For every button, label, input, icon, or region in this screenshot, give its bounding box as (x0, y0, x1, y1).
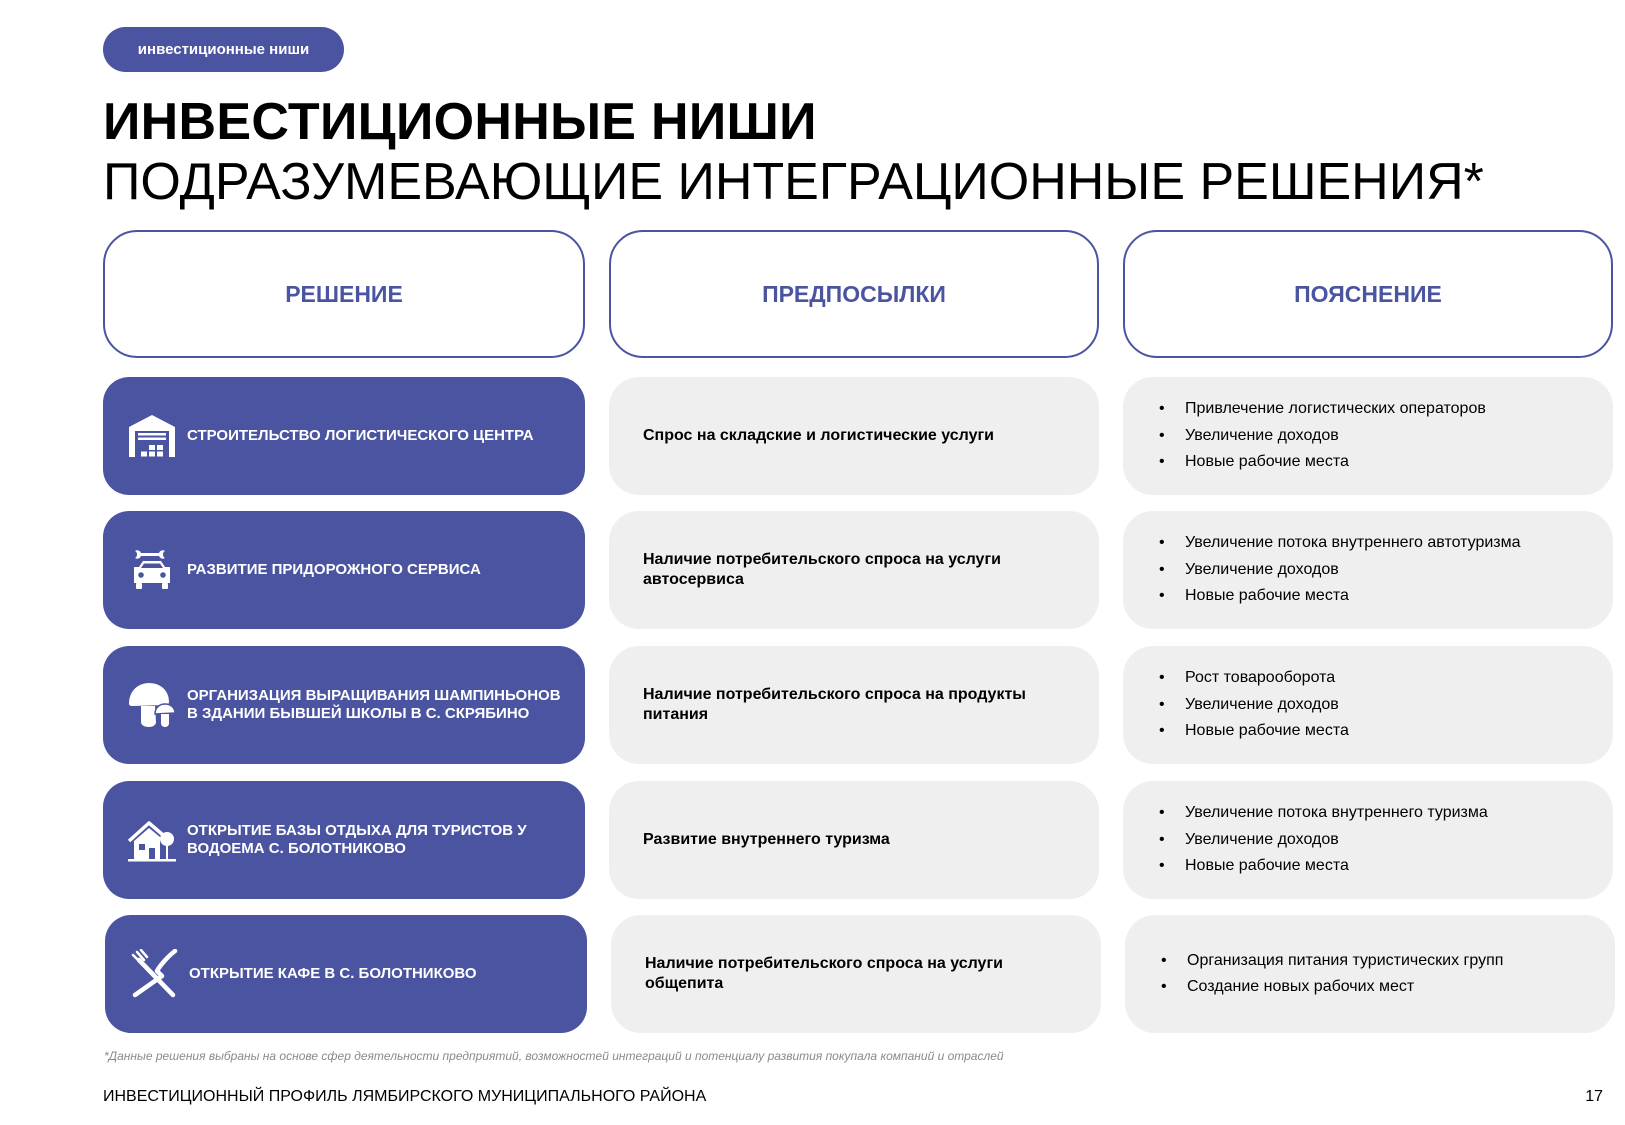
explanation-cell (1123, 781, 1613, 899)
explanation-item: • Увеличение доходов (1151, 557, 1521, 584)
explanation-cell (1123, 646, 1613, 764)
premise-cell (609, 646, 1099, 764)
page-number: 17 (1585, 1088, 1603, 1105)
premise-text: Наличие потребительского спроса на продукты питания (643, 686, 1026, 723)
solution-card (103, 377, 585, 495)
explanation-list (1151, 800, 1488, 880)
footer-title: ИНВЕСТИЦИОННЫЙ ПРОФИЛЬ ЛЯМБИРСКОГО МУНИЦИПАЛЬНОГО РАЙОНА (103, 1088, 707, 1105)
premise-cell (611, 915, 1101, 1033)
explanation-list (1151, 665, 1349, 745)
explanation-item: • Новые рабочие места (1151, 583, 1521, 610)
solution-label: СТРОИТЕЛЬСТВО ЛОГИСТИЧЕСКОГО ЦЕНТРА (187, 427, 534, 444)
section-tag: инвестиционные ниши (103, 27, 344, 72)
premise-text: Наличие потребительского спроса на услуги автосервиса (643, 551, 1001, 588)
page-subtitle: ПОДРАЗУМЕВАЮЩИЕ ИНТЕГРАЦИОННЫЕ РЕШЕНИЯ* (103, 153, 1484, 211)
house-icon (127, 815, 177, 865)
header-premises: ПРЕДПОСЫЛКИ (609, 230, 1099, 358)
footnote: *Данные решения выбраны на основе сфер деятельности предприятий, возможностей интеграций и потенциалу развития покупала компаний и отраслей (104, 1049, 1004, 1063)
premise-text: Наличие потребительского спроса на услуги общепита (645, 955, 1003, 992)
page-title: ИНВЕСТИЦИОННЫЕ НИШИ (103, 93, 817, 151)
explanation-item: • Создание новых рабочих мест (1153, 974, 1503, 1001)
explanation-item: • Новые рабочие места (1151, 449, 1486, 476)
solution-label: РАЗВИТИЕ ПРИДОРОЖНОГО СЕРВИСА (187, 561, 481, 578)
solution-card (103, 646, 585, 764)
explanation-item: • Увеличение доходов (1151, 423, 1486, 450)
car-service-icon (127, 545, 177, 595)
header-solution: РЕШЕНИЕ (103, 230, 585, 358)
explanation-cell (1123, 377, 1613, 495)
solution-label: ОРГАНИЗАЦИЯ ВЫРАЩИВАНИЯ ШАМПИНЬОНОВ В ЗДАНИИ БЫВШЕЙ ШКОЛЫ В С. СКРЯБИНО (187, 687, 561, 722)
explanation-item: • Новые рабочие места (1151, 853, 1488, 880)
solution-label: ОТКРЫТИЕ БАЗЫ ОТДЫХА ДЛЯ ТУРИСТОВ У ВОДОЕМА С. БОЛОТНИКОВО (187, 822, 527, 857)
explanation-item: • Увеличение потока внутреннего автотуризма (1151, 530, 1521, 557)
solution-card (103, 781, 585, 899)
premise-text: Развитие внутреннего туризма (643, 831, 890, 848)
explanation-item: • Увеличение потока внутреннего туризма (1151, 800, 1488, 827)
premise-cell (609, 511, 1099, 629)
warehouse-icon (127, 411, 177, 461)
solution-card (103, 511, 585, 629)
explanation-list (1151, 396, 1486, 476)
fork-knife-icon (129, 949, 179, 999)
explanation-cell (1123, 511, 1613, 629)
header-explanation: ПОЯСНЕНИЕ (1123, 230, 1613, 358)
explanation-item: • Рост товарооборота (1151, 665, 1349, 692)
explanation-item: • Новые рабочие места (1151, 718, 1349, 745)
premise-text: Спрос на складские и логистические услуги (643, 427, 994, 444)
explanation-item: • Организация питания туристических групп (1153, 948, 1503, 975)
explanation-cell (1125, 915, 1615, 1033)
premise-cell (609, 781, 1099, 899)
solution-card (105, 915, 587, 1033)
solution-label: ОТКРЫТИЕ КАФЕ В С. БОЛОТНИКОВО (189, 965, 477, 982)
premise-cell (609, 377, 1099, 495)
explanation-item: • Увеличение доходов (1151, 692, 1349, 719)
explanation-item: • Увеличение доходов (1151, 827, 1488, 854)
mushroom-icon (127, 680, 177, 730)
explanation-list (1151, 530, 1521, 610)
explanation-list (1153, 948, 1503, 1001)
explanation-item: • Привлечение логистических операторов (1151, 396, 1486, 423)
